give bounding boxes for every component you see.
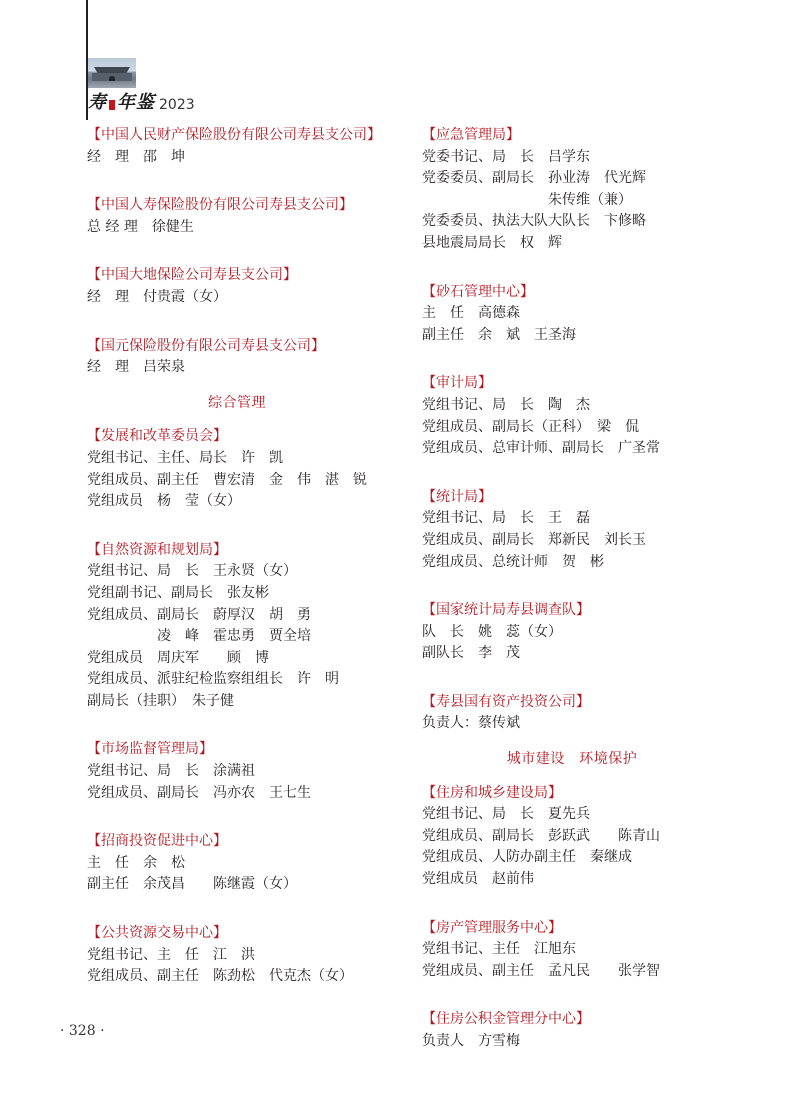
- staff-line: 副主任 余茂昌 陈继霞（女）: [87, 876, 297, 893]
- org-section: [422, 373, 722, 459]
- org-section: [422, 692, 722, 735]
- staff-line: 党组成员 杨 莹（女）: [87, 493, 241, 510]
- logo-text: 寿: [88, 92, 107, 113]
- org-section: [87, 739, 387, 804]
- org-section: [87, 265, 387, 308]
- org-heading: 【 中国人寿保险股份有限公司寿县支公司 】: [87, 195, 387, 217]
- org-heading: 【 住房公积金管理分中心 】: [422, 1009, 722, 1031]
- logo-year: 2023: [159, 97, 195, 113]
- staff-line: 队 长 姚 蕊（女）: [422, 623, 562, 640]
- staff-line: 党组书记、局 长 王 磊: [422, 510, 590, 527]
- staff-line: 党组成员、副主任 陈劲松 代克杰（女）: [87, 968, 353, 985]
- yearbook-logo: [88, 94, 195, 114]
- staff-line: 党委委员、副局长 孙业涛 代光辉: [422, 170, 646, 187]
- staff-line: 负责人：蔡传斌: [422, 715, 520, 732]
- org-section: [422, 1009, 722, 1052]
- staff-line: 党组成员、派驻纪检监察组组长 许 明: [87, 671, 339, 688]
- org-heading: 【 中国大地保险公司寿县支公司 】: [87, 265, 387, 287]
- org-heading: 【 自然资源和规划局 】: [87, 540, 387, 562]
- staff-line: 经 理 付贵霞（女）: [87, 288, 227, 305]
- org-section: [87, 831, 387, 896]
- org-heading: 【 中国人民财产保险股份有限公司寿县支公司 】: [87, 125, 387, 147]
- staff-line: 副主任 余 斌 王圣海: [422, 326, 576, 343]
- org-heading: 【 公共资源交易中心 】: [87, 923, 387, 945]
- staff-line: 党组成员 赵前伟: [422, 871, 534, 888]
- staff-line: 党组成员、副局长 郑新民 刘长玉: [422, 531, 646, 548]
- staff-line: 主 任 高德森: [422, 305, 520, 322]
- staff-line: 党组成员、副主任 孟凡民 张学智: [422, 962, 660, 979]
- org-heading: 【 统计局 】: [422, 487, 722, 509]
- staff-line: 主 任 余 松: [87, 854, 185, 871]
- staff-line: 党组书记、局 长 夏先兵: [422, 806, 590, 823]
- staff-line: 党组书记、主任、局长 许 凯: [87, 449, 283, 466]
- org-heading: 【 国家统计局寿县调查队 】: [422, 600, 722, 622]
- org-section: [87, 540, 387, 713]
- staff-line: 党组书记、局 长 陶 杰: [422, 396, 590, 413]
- staff-line: 经 理 邵 坤: [87, 148, 185, 165]
- org-section: [422, 600, 722, 665]
- org-heading: 【 国元保险股份有限公司寿县支公司 】: [87, 336, 387, 358]
- category-heading: 综合管理: [208, 394, 266, 411]
- org-section: [87, 195, 387, 238]
- category-heading: 城市建设 环境保护: [506, 751, 638, 768]
- staff-line: 党组成员、总审计师、副局长 广圣常: [422, 440, 660, 457]
- staff-line: 党委委员、执法大队大队长 卞修略: [422, 213, 646, 230]
- staff-line: 党组成员、副局长 冯亦农 王七生: [87, 784, 311, 801]
- staff-line: 凌 峰 霍忠勇 贾全培: [87, 628, 311, 645]
- org-heading: 【 发展和改革委员会 】: [87, 426, 387, 448]
- staff-line: 党组成员、副局长（正科） 梁 侃: [422, 418, 639, 435]
- page-number: · 328 ·: [60, 1023, 105, 1039]
- org-section: [422, 487, 722, 573]
- org-heading: 【 寿县国有资产投资公司 】: [422, 692, 722, 714]
- staff-line: 党组书记、主任 江旭东: [422, 941, 576, 958]
- red-seal-icon: [109, 100, 115, 110]
- staff-line: 党组副书记、副局长 张友彬: [87, 584, 269, 601]
- org-heading: 【 市场监督管理局 】: [87, 739, 387, 761]
- staff-line: 党组成员、人防办副主任 秦继成: [422, 849, 632, 866]
- staff-line: 副局长（挂职） 朱子健: [87, 692, 234, 709]
- org-section: [87, 923, 387, 988]
- org-heading: 【 审计局 】: [422, 373, 722, 395]
- org-section: [422, 918, 722, 983]
- org-heading: 【 住房和城乡建设局 】: [422, 783, 722, 805]
- staff-line: 经 理 吕荣泉: [87, 359, 185, 376]
- staff-line: 县地震局局长 权 辉: [422, 234, 562, 251]
- staff-line: 党委书记、局 长 吕学东: [422, 148, 590, 165]
- staff-line: 党组成员、副局长 蔚厚汉 胡 勇: [87, 606, 311, 623]
- staff-line: 党组书记、主 任 江 洪: [87, 946, 255, 963]
- org-section: [87, 125, 387, 168]
- right-column: [422, 125, 722, 1080]
- staff-line: 党组书记、局 长 涂满祖: [87, 763, 255, 780]
- staff-line: 党组成员、副局长 彭跃武 陈青山: [422, 827, 660, 844]
- staff-line: 朱传维（兼）: [422, 191, 632, 208]
- staff-line: 党组书记、局 长 王永贤（女）: [87, 563, 297, 580]
- org-section: [422, 783, 722, 891]
- org-section: [87, 426, 387, 512]
- city-gate-photo: [88, 58, 136, 88]
- staff-line: 副队长 李 茂: [422, 645, 520, 662]
- left-column: [87, 125, 387, 1015]
- org-section: [422, 125, 722, 255]
- staff-line: 党组成员、总统计师 贺 彬: [422, 553, 604, 570]
- org-section: [87, 336, 387, 379]
- org-heading: 【 砂石管理中心 】: [422, 282, 722, 304]
- org-heading: 【 应急管理局 】: [422, 125, 722, 147]
- org-section: [422, 282, 722, 347]
- staff-line: 负责人 方雪梅: [422, 1033, 520, 1049]
- logo-text-2: 年鉴: [117, 92, 155, 113]
- org-heading: 【 招商投资促进中心 】: [87, 831, 387, 853]
- staff-line: 总 经 理 徐健生: [87, 218, 194, 235]
- staff-line: 党组成员、副主任 曹宏清 金 伟 湛 锐: [87, 471, 367, 488]
- org-heading: 【 房产管理服务中心 】: [422, 918, 722, 940]
- staff-line: 党组成员 周庆军 顾 博: [87, 649, 269, 666]
